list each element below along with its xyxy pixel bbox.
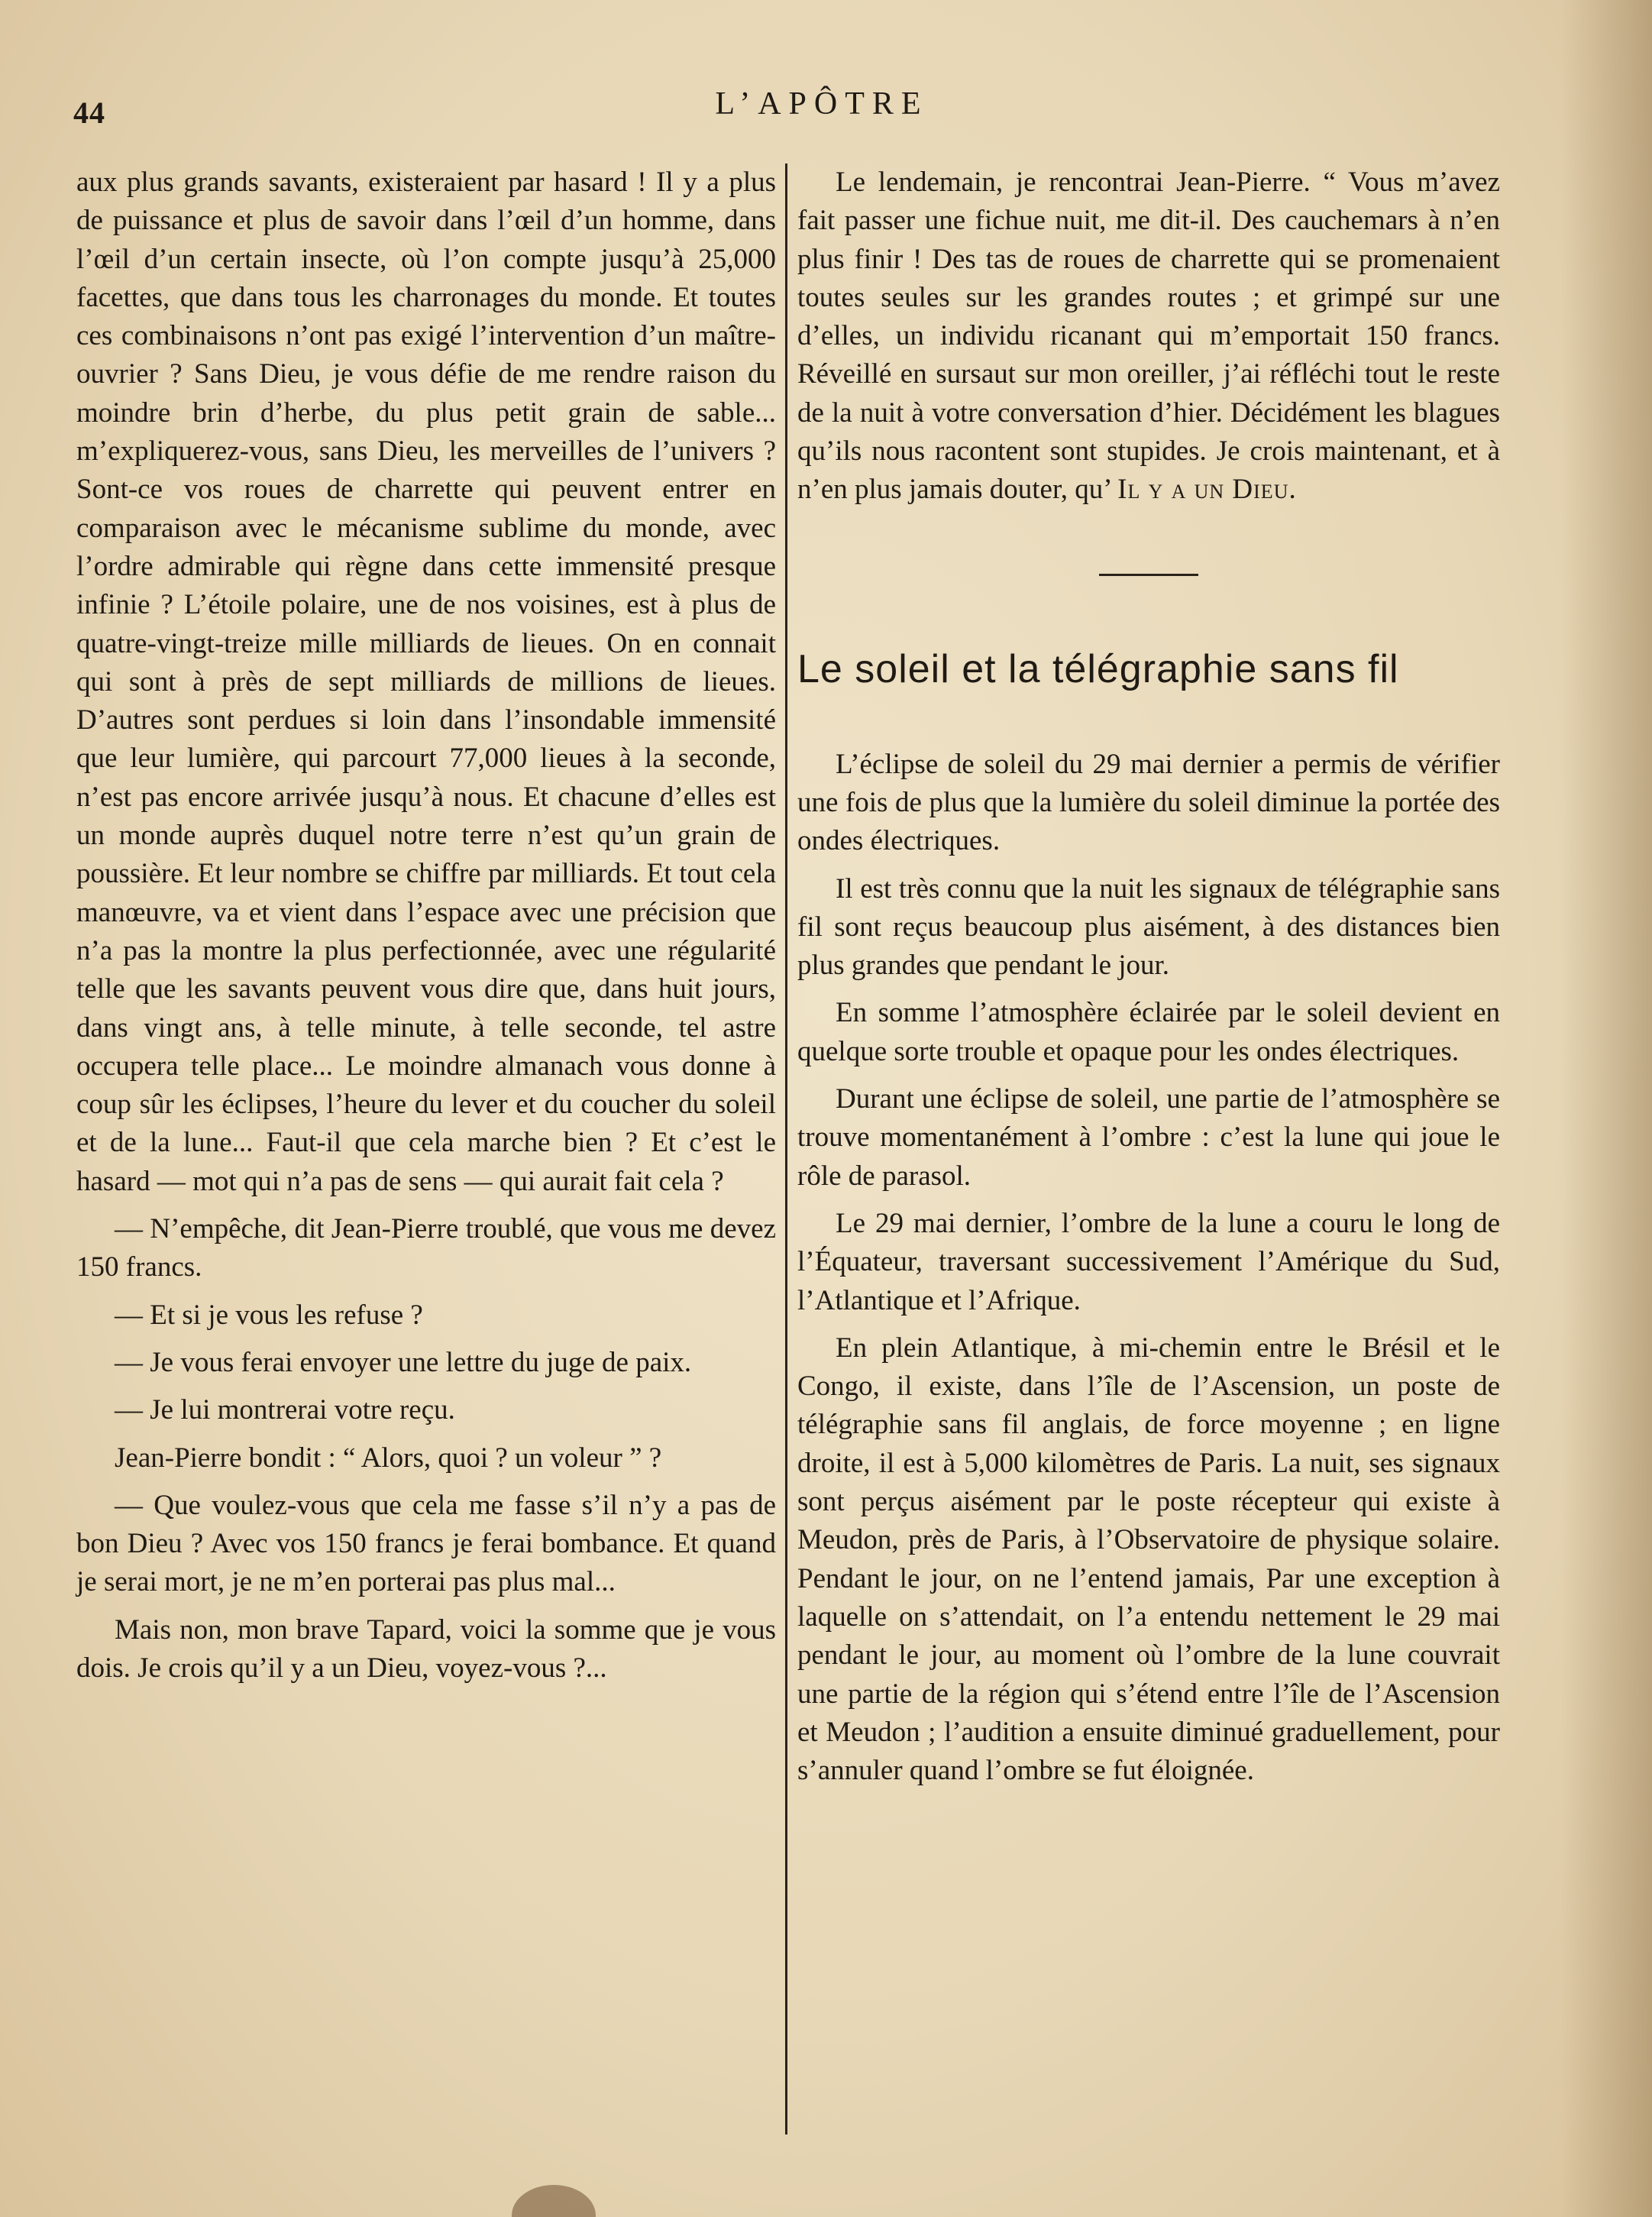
paragraph: En somme l’atmosphère éclairée par le soleil devient en quelque sorte trouble et opaque pour les ondes électriques.: [797, 997, 1500, 1067]
paragraph: Durant une éclipse de soleil, une partie de l’atmosphère se trouve momentanément à l’ombre : c’est la lune qui joue le rôle de parasol.: [797, 1083, 1500, 1192]
paragraph: Mais non, mon brave Tapard, voici la somme que je vous dois. Je crois qu’il y a un Dieu, voyez-vous ?...: [76, 1613, 776, 1684]
paragraph: Le 29 mai dernier, l’ombre de la lune a couru le long de l’Équateur, traversant successivement l’Amérique du Sud, l’Atlantique et l’Afrique.: [797, 1207, 1500, 1316]
running-title: L’APÔTRE: [715, 86, 929, 121]
intro-smallcaps: Il y a un Dieu.: [1117, 474, 1297, 506]
paragraph: [797, 163, 1500, 510]
paragraph: — N’empêche, dit Jean-Pierre troublé, que vous me devez 150 francs.: [76, 1213, 776, 1283]
page-number: 44: [73, 95, 105, 130]
paragraph: Jean-Pierre bondit : “ Alors, quoi ? un voleur ” ?: [115, 1442, 662, 1474]
paragraph: — Je vous ferai envoyer une lettre du juge de paix.: [115, 1346, 692, 1378]
section-separator: [1099, 574, 1198, 576]
paragraph: Il est très connu que la nuit les signaux de télégraphie sans fil sont reçus beaucoup plus aisément, à des distances bien plus grandes que pendant le jour.: [797, 872, 1500, 982]
column-divider: [785, 163, 787, 2134]
paper-stain: [512, 2185, 596, 2217]
paragraph: — Et si je vous les refuse ?: [115, 1299, 423, 1331]
right-column: [797, 163, 1500, 1790]
article-title: Le soleil et la télégraphie sans fil: [797, 646, 1399, 691]
page-header: [73, 86, 1570, 139]
paragraph: — Que voulez-vous que cela me fasse s’il n’y a pas de bon Dieu ? Avec vos 150 francs je ferai bombance. Et quand je serai mort, je ne m’en porterai pas plus mal...: [76, 1489, 776, 1598]
paragraph: En plein Atlantique, à mi-chemin entre le Brésil et le Congo, il existe, dans l’île de l’Ascension, un poste de télégraphie sans fil anglais, de force moyenne ; en ligne droite, il est à 5,000 kilomètres de Paris. La nuit, ses signaux sont perçus aisément par le poste récepteur qui existe à Meudon, près de Paris, à l’Observatoire de physique solaire. Pendant le jour, on ne l’entend jamais, Par une exception à laquelle on s’attendait, on l’a entendu nettement le 29 mai pendant le jour, au moment où l’ombre de la lune couvrait une partie de la région qui s’étend entre l’île de l’Ascension et Meudon ; l’audition a ensuite diminué graduellement, pour s’annuler quand l’ombre se fut éloignée.: [797, 1332, 1500, 1787]
left-column: [76, 163, 776, 1688]
intro-text: Le lendemain, je rencontrai Jean-Pierre. “ Vous m’avez fait passer une fichue nuit, me dit-il. Des cauchemars à n’en plus finir ! Des tas de roues de charrette qui se promenaient toutes seules sur les grandes routes ; et grimpé sur une d’elles, un individu ricanant qui m’emportait 150 francs. Réveillé en sursaut sur mon oreiller, j’ai réfléchi tout le reste de la nuit à votre conversation d’hier. Décidément les blagues qu’ils nous racontent sont stupides. Je crois maintenant, et à n’en plus jamais douter, qu’: [797, 167, 1500, 506]
page-edge-shadow: [1560, 0, 1652, 2217]
paragraph: — Je lui montrerai votre reçu.: [115, 1394, 455, 1426]
paragraph: L’éclipse de soleil du 29 mai dernier a permis de vérifier une fois de plus que la lumière du soleil diminue la portée des ondes électriques.: [797, 748, 1500, 857]
paragraph: aux plus grands savants, existeraient par hasard ! Il y a plus de puissance et plus de savoir dans l’œil d’un homme, dans l’œil d’un certain insecte, où l’on compte jusqu’à 25,000 facettes, que dans tous les charronages du monde. Et toutes ces combinaisons n’ont pas exigé l’intervention d’un maître-ouvrier ? Sans Dieu, je vous défie de me rendre raison du moindre brin d’herbe, du plus petit grain de sable... m’expliquerez-vous, sans Dieu, les merveilles de l’univers ? Sont-ce vos roues de charrette qui peuvent entrer en comparaison avec le mécanisme sublime du monde, avec l’ordre admirable qui règne dans cette immensité presque infinie ? L’étoile polaire, une de nos voisines, est à plus de quatre-vingt-treize mille milliards de lieues. On en connait qui sont à près de sept milliards de millions de lieues. D’autres sont perdues si loin dans l’insondable immensité que leur lumière, qui parcourt 77,000 lieues à la seconde, n’est pas encore arrivée jusqu’à nous. Et chacune d’elles est un monde auprès duquel notre terre n’est qu’un grain de poussière. Et leur nombre se chiffre par milliards. Et tout cela manœuvre, va et vient dans l’espace avec une précision que n’a pas la montre la plus perfectionnée, avec une régularité telle que les savants peuvent vous dire que, dans huit jours, dans vingt ans, à telle minute, à telle seconde, tel astre occupera telle place... Le moindre almanach vous donne à coup sûr les éclipses, l’heure du lever et du coucher du soleil et de la lune... Faut-il que cela marche bien ? Et c’est le hasard — mot qui n’a pas de sens — qui aurait fait cela ?: [76, 167, 776, 1197]
